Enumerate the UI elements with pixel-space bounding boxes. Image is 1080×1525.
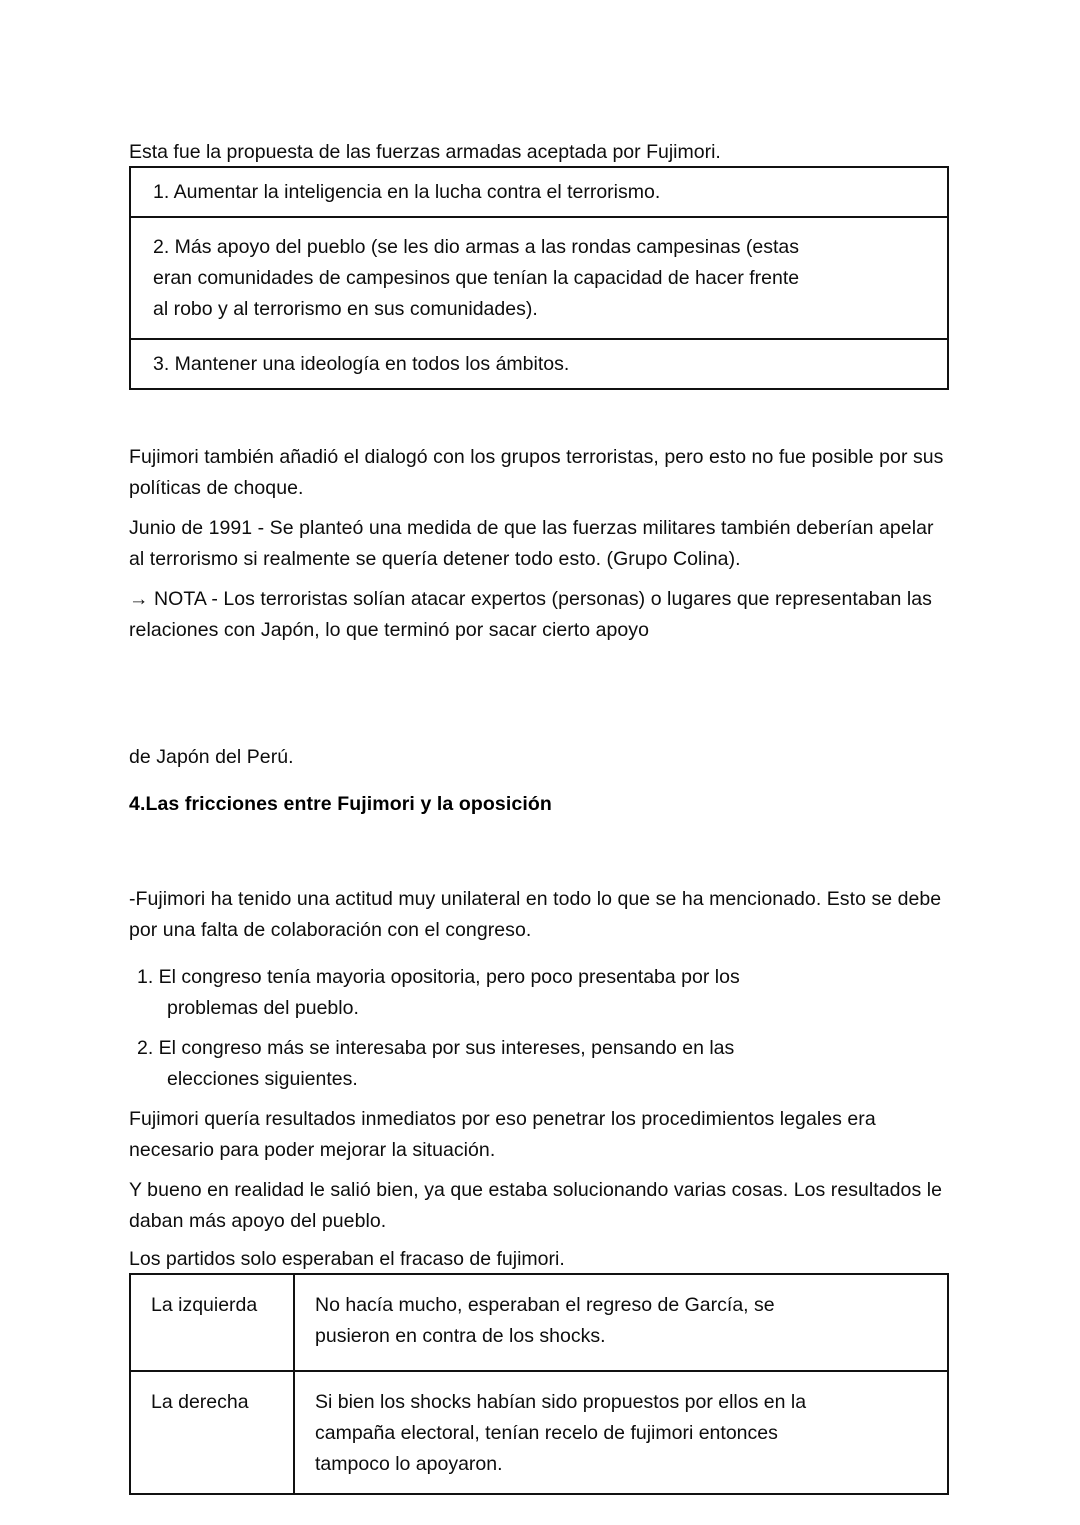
- proposal-cell-1: [130, 167, 948, 217]
- partido-label-derecha: La derecha: [151, 1391, 249, 1413]
- proposal-text-1: 1. Aumentar la inteligencia en la lucha contra el terrorismo.: [153, 181, 661, 203]
- table-row: [130, 339, 948, 389]
- table-row: [130, 1274, 948, 1371]
- congress-list: [129, 962, 951, 1095]
- list-item-text-1: 1. El congreso tenía mayoria opositoria, pero poco presentaba por los: [137, 966, 740, 988]
- proposal-text-3: 3. Mantener una ideología en todos los ámbitos.: [153, 353, 570, 375]
- proposal-cell-3: [130, 339, 948, 389]
- list-item-continuation-2: elecciones siguientes.: [167, 1068, 358, 1090]
- proposal-cell-2: [130, 217, 948, 339]
- partido-desc-cell-derecha: [294, 1371, 948, 1494]
- spacer: [129, 1237, 951, 1246]
- partidos-table: [129, 1273, 949, 1495]
- intro-line: Esta fue la propuesta de las fuerzas armadas aceptada por Fujimori.: [129, 141, 721, 163]
- partido-desc-derecha-line-2: campaña electoral, tenían recelo de fujimori entonces: [315, 1422, 778, 1444]
- spacer: [129, 820, 951, 884]
- spacer: [129, 946, 951, 962]
- section-heading: 4.Las fricciones entre Fujimori y la oposición: [129, 793, 552, 815]
- proposal-text-2-line-1: 2. Más apoyo del pueblo (se les dio armas a las rondas campesinas (estas: [153, 236, 800, 258]
- proposals-table: [129, 166, 949, 390]
- proposal-text-2-line-3: al robo y al terrorismo en sus comunidades).: [153, 298, 538, 320]
- spacer: [129, 1166, 951, 1175]
- table-row: [130, 217, 948, 339]
- spacer: [129, 1095, 951, 1104]
- partido-desc-derecha-line-3: tampoco lo apoyaron.: [315, 1453, 503, 1475]
- partido-label-cell-izquierda: [130, 1274, 294, 1371]
- paragraph-nota: → NOTA - Los terroristas solían atacar expertos (personas) o lugares que representaban las relaciones con Japón, lo que terminó por sacar cierto apoyo: [129, 588, 932, 641]
- paragraph-dialogo: Fujimori también añadió el dialogó con los grupos terroristas, pero esto no fue posible por sus políticas de choque.: [129, 446, 944, 499]
- partidos-lead-line: Los partidos solo esperaban el fracaso de fujimori.: [129, 1248, 565, 1270]
- partido-desc-izquierda-line-1: No hacía mucho, esperaban el regreso de García, se: [315, 1294, 775, 1316]
- list-item-continuation-1: problemas del pueblo.: [167, 997, 359, 1019]
- partido-desc-izquierda-line-2: pusieron en contra de los shocks.: [315, 1325, 606, 1347]
- partido-label-izquierda: La izquierda: [151, 1294, 258, 1316]
- paragraph-resultados: Fujimori quería resultados inmediatos por eso penetrar los procedimientos legales era necesario para poder mejorar la situación.: [129, 1108, 876, 1161]
- list-item: [129, 1033, 951, 1095]
- table-row: [130, 1371, 948, 1494]
- spacer: [129, 504, 951, 513]
- paragraph-unilateral: -Fujimori ha tenido una actitud muy unilateral en todo lo que se ha mencionado. Esto se debe por una falta de colaboración con el congreso.: [129, 888, 942, 941]
- spacer: [129, 390, 951, 442]
- table-row: [130, 167, 948, 217]
- paragraph-japon-peru: de Japón del Perú.: [129, 746, 294, 768]
- spacer: [129, 773, 951, 789]
- spacer: [129, 575, 951, 584]
- paragraph-junio-1991: Junio de 1991 - Se planteó una medida de que las fuerzas militares también deberían apelar al terrorismo si realmente se quería detener todo esto. (Grupo Colina).: [129, 517, 934, 570]
- partido-label-cell-derecha: [130, 1371, 294, 1494]
- proposal-text-2-line-2: eran comunidades de campesinos que tenían la capacidad de hacer frente: [153, 267, 800, 289]
- partido-desc-cell-izquierda: [294, 1274, 948, 1371]
- paragraph-salio-bien: Y bueno en realidad le salió bien, ya que estaba solucionando varias cosas. Los resultados le daban más apoyo del pueblo.: [129, 1179, 942, 1232]
- spacer: [129, 646, 951, 742]
- list-item-text-2: 2. El congreso más se interesaba por sus intereses, pensando en las: [137, 1037, 735, 1059]
- partido-desc-derecha-line-1: Si bien los shocks habían sido propuestos por ellos en la: [315, 1391, 807, 1413]
- list-item: [129, 962, 951, 1024]
- document-content: [129, 139, 951, 1495]
